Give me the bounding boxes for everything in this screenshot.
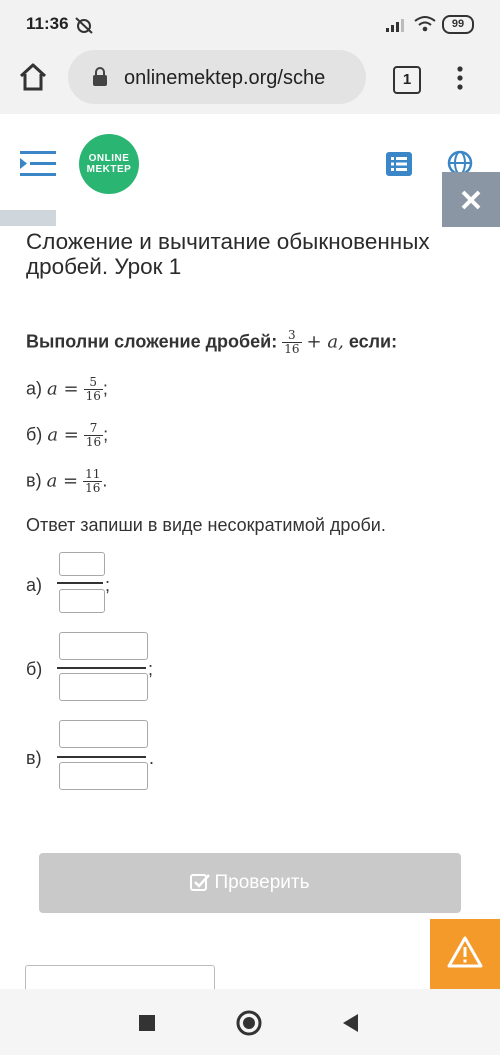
status-time: 11:36 <box>26 14 69 33</box>
home-icon[interactable] <box>18 62 48 92</box>
answer-b-numerator[interactable] <box>59 632 148 660</box>
signal-icon <box>386 17 408 33</box>
check-button[interactable]: Проверить <box>39 853 461 913</box>
url-text[interactable]: onlinemektep.org/sche <box>124 67 326 89</box>
warning-icon <box>447 936 483 968</box>
onlinemektep-logo[interactable]: ONLINE MEKTEP <box>79 134 139 194</box>
answer-c-denominator[interactable] <box>59 762 148 790</box>
task-item: а) a = $\frac{5}{16}$ ; <box>26 375 108 403</box>
language-globe-icon[interactable] <box>447 150 473 174</box>
answer-c-numerator[interactable] <box>59 720 148 748</box>
answer-end-punct: ; <box>105 575 111 595</box>
report-problem-button[interactable] <box>430 919 500 989</box>
list-icon[interactable] <box>386 152 412 176</box>
checkbox-icon <box>190 873 210 891</box>
answer-end-punct: ; <box>148 659 154 679</box>
alarm-off-icon <box>74 16 94 34</box>
answer-end-punct: . <box>149 748 155 768</box>
prompt-fraction: $\frac{3}{16}$ <box>284 328 300 356</box>
menu-dots-icon[interactable] <box>455 65 465 93</box>
answer-a-numerator[interactable] <box>59 552 105 576</box>
close-button[interactable] <box>442 172 500 227</box>
browser-toolbar <box>0 48 500 114</box>
task-instruction: Ответ запиши в виде несократимой дроби. <box>26 515 386 535</box>
fraction-bar <box>57 582 103 584</box>
course-menu-icon[interactable] <box>20 150 56 178</box>
task-prompt: Выполни сложение дробей: $\frac{3}{16}$ + a, если: <box>26 328 398 356</box>
task-item: б) a = $\frac{7}{16}$ ; <box>26 421 109 449</box>
status-bar <box>0 0 500 48</box>
back-icon[interactable] <box>341 1012 359 1034</box>
header-divider <box>0 210 56 226</box>
app-header <box>0 114 500 226</box>
answer-label: а) <box>26 575 43 595</box>
recents-icon[interactable] <box>138 1014 156 1032</box>
task-item: в) a = $\frac{11}{16}$ . <box>26 467 108 495</box>
fraction-bar <box>57 667 146 669</box>
battery-icon: 99 <box>442 15 474 34</box>
home-nav-icon[interactable] <box>235 1009 263 1037</box>
close-icon <box>461 190 481 210</box>
answer-b-denominator[interactable] <box>59 673 148 701</box>
android-nav-bar <box>0 989 500 1055</box>
answer-label: б) <box>26 659 43 679</box>
answer-a-denominator[interactable] <box>59 589 105 613</box>
tab-switcher-button[interactable]: 1 <box>393 66 421 94</box>
lock-icon <box>92 67 108 87</box>
wifi-icon <box>414 15 436 33</box>
lesson-title: Сложение и вычитание обыкновенных дробей. Урок 1 <box>26 229 430 279</box>
fraction-bar <box>57 756 146 758</box>
answer-label: в) <box>26 748 42 768</box>
